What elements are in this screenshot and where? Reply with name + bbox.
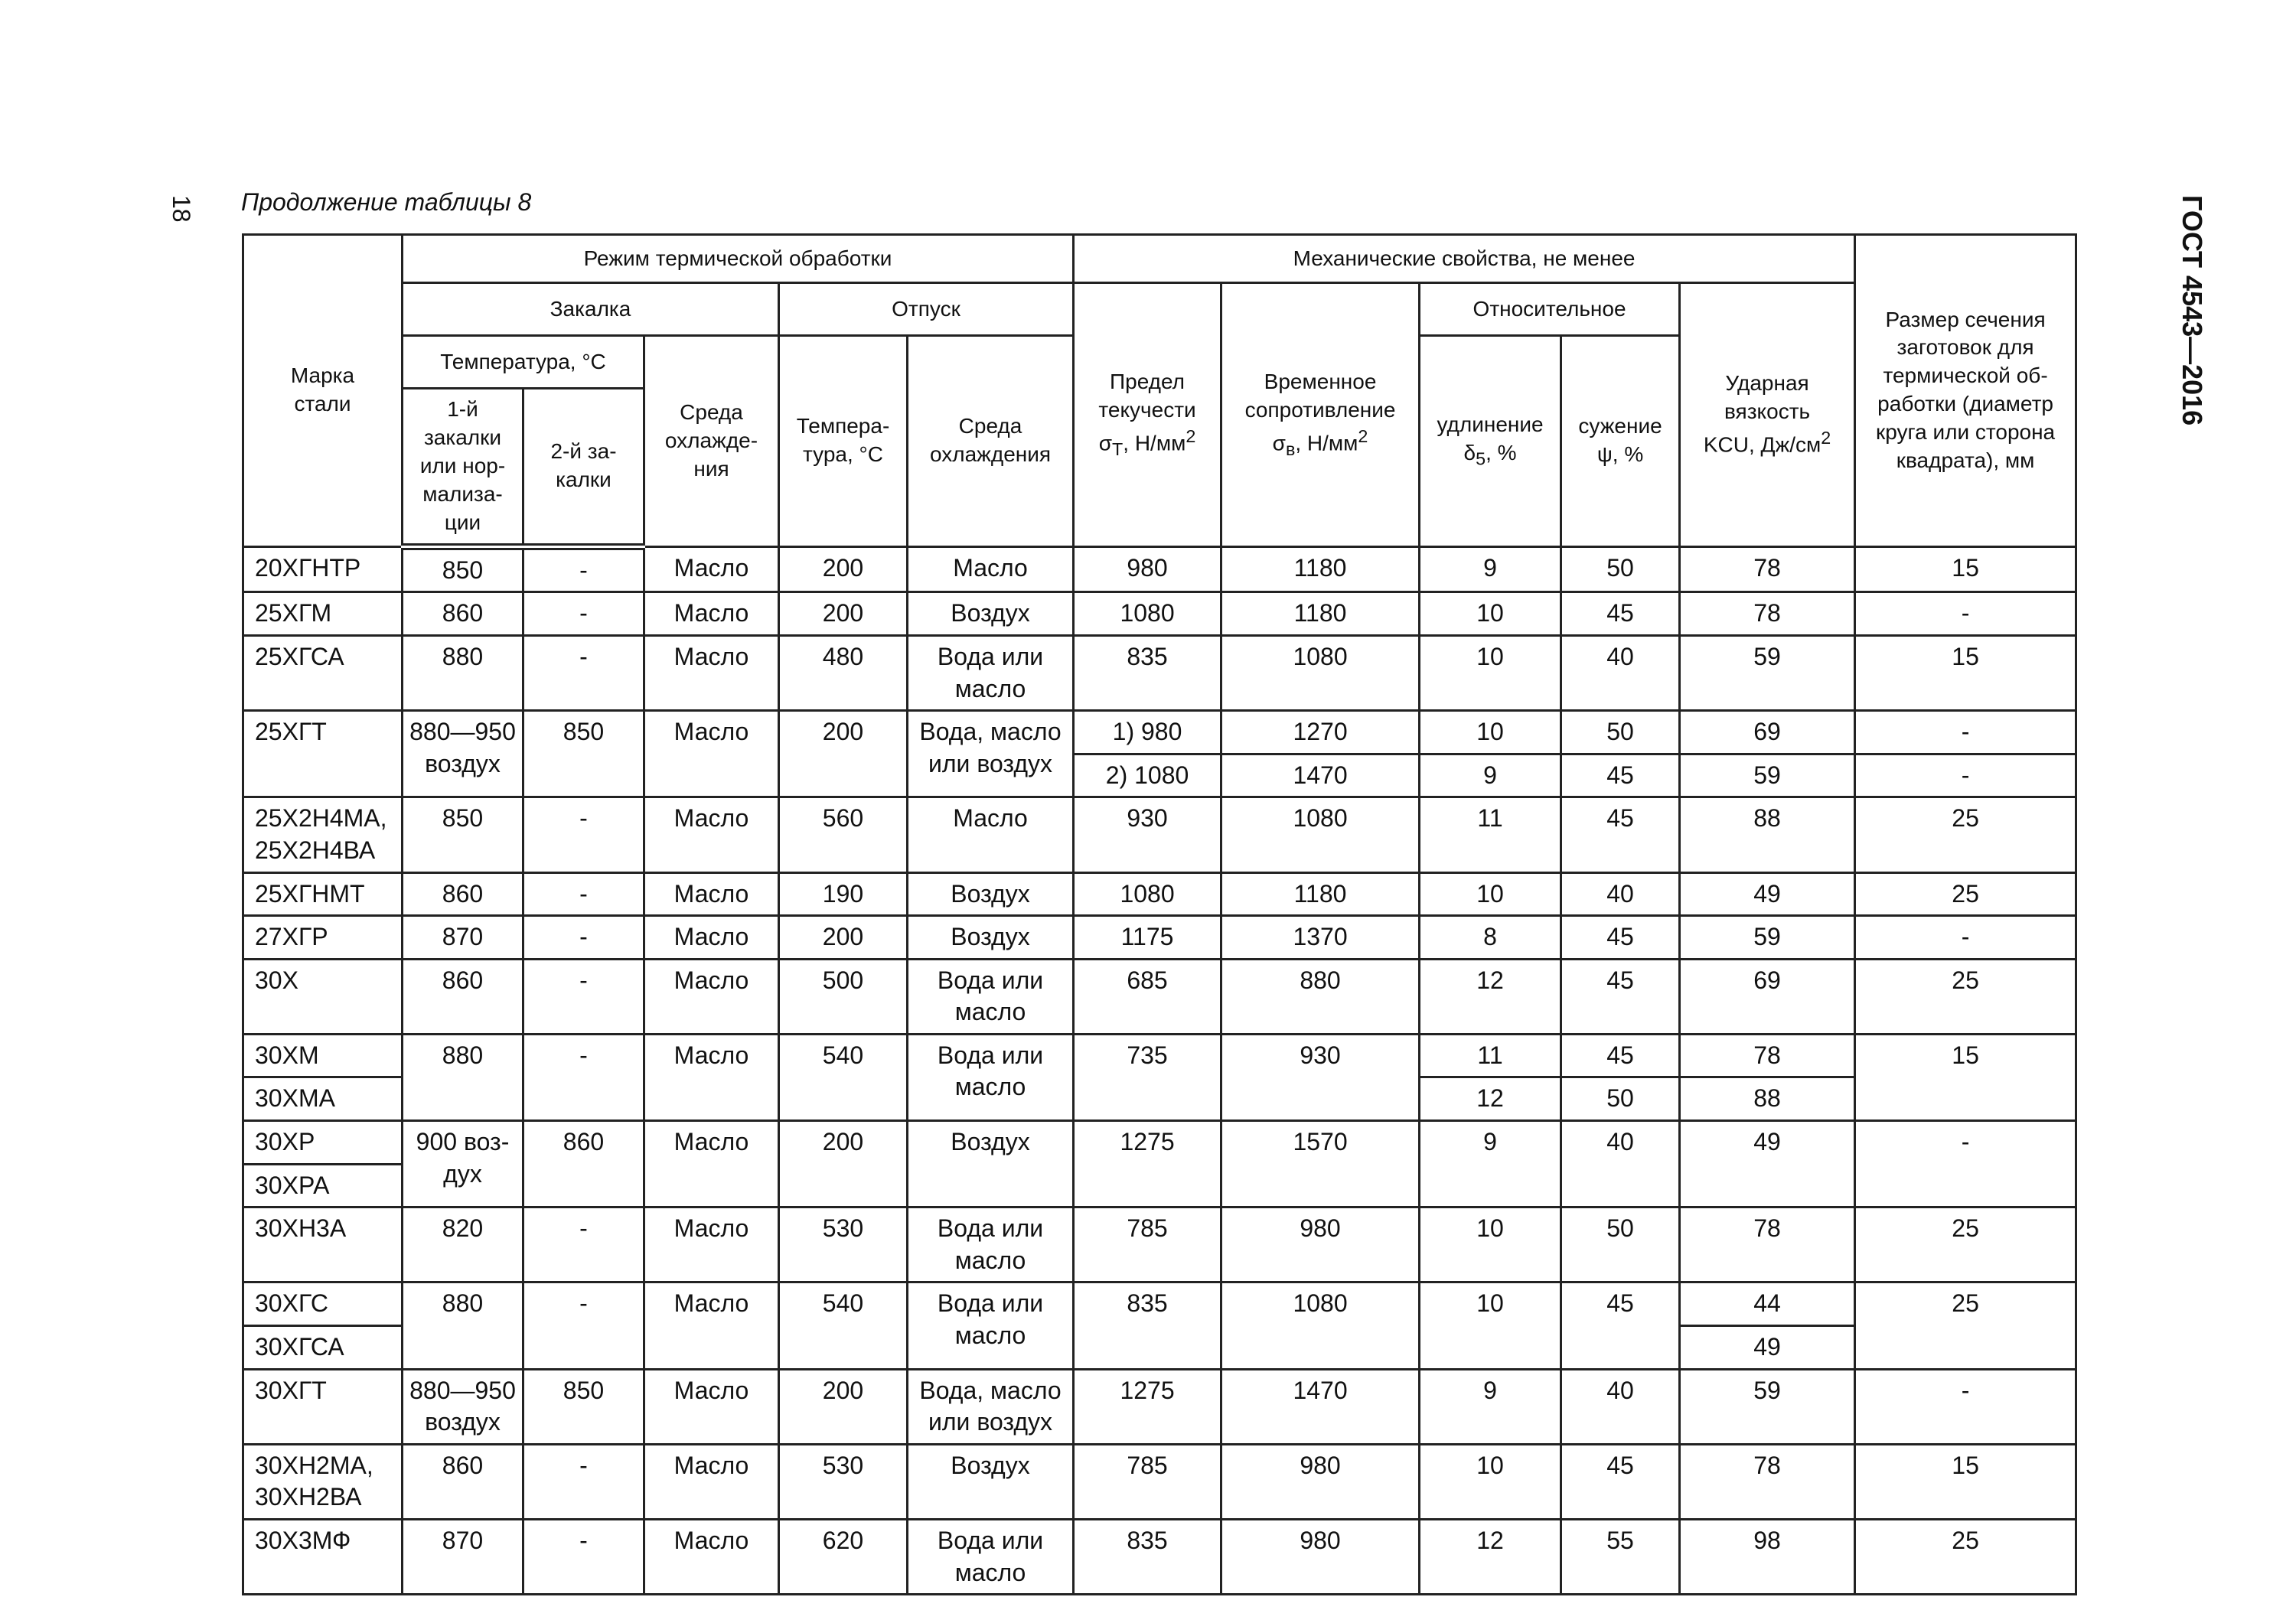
impact-strength: 59	[1680, 1369, 1855, 1444]
temper-temp: 530	[779, 1444, 908, 1519]
elongation: 12	[1420, 1520, 1561, 1595]
section-size: 25	[1855, 1207, 2076, 1282]
yield-strength: 685	[1074, 959, 1221, 1034]
impact-strength: 59	[1680, 754, 1855, 797]
impact-strength: 98	[1680, 1520, 1855, 1595]
tensile-strength: 880	[1221, 959, 1420, 1034]
narrowing: 45	[1561, 754, 1680, 797]
quench-temp-1: 900 воз- дух	[403, 1121, 523, 1207]
tensile-strength: 1470	[1221, 754, 1420, 797]
temper-temp: 540	[779, 1034, 908, 1120]
quench-temp-1: 860	[403, 872, 523, 916]
section-size: -	[1855, 711, 2076, 754]
header-temperature: Температура, °С	[403, 336, 644, 389]
elongation: 10	[1420, 1282, 1561, 1369]
header-quench-medium: Среда охлажде- ния	[644, 336, 779, 547]
table-row	[243, 1520, 2076, 1595]
temper-medium: Вода или масло	[908, 1282, 1074, 1369]
quench-temp-2: 860	[523, 1121, 644, 1207]
quench-temp-1: 870	[403, 916, 523, 960]
yield-strength: 980	[1074, 546, 1221, 592]
narrowing: 40	[1561, 872, 1680, 916]
header-second-quench: 2-й за- калки	[523, 389, 644, 547]
yield-strength: 1275	[1074, 1369, 1221, 1444]
tensile-strength: 1270	[1221, 711, 1420, 754]
yield-strength: 930	[1074, 797, 1221, 872]
temper-medium: Воздух	[908, 592, 1074, 636]
narrowing: 40	[1561, 1121, 1680, 1207]
quench-temp-1: 880	[403, 1034, 523, 1120]
temper-medium: Воздух	[908, 916, 1074, 960]
impact-strength: 78	[1680, 592, 1855, 636]
tensile-strength: 1080	[1221, 635, 1420, 710]
table-row	[243, 592, 2076, 636]
page-number: 18	[168, 195, 195, 223]
impact-strength: 49	[1680, 872, 1855, 916]
steel-mark: 30Х3МФ	[243, 1520, 403, 1595]
temper-temp: 500	[779, 959, 908, 1034]
quench-temp-1: 860	[403, 1444, 523, 1519]
temper-temp: 190	[779, 872, 908, 916]
yield-strength: 835	[1074, 1282, 1221, 1369]
elongation: 9	[1420, 1369, 1561, 1444]
temper-medium: Вода или масло	[908, 1034, 1074, 1120]
steel-mark: 30ХР	[243, 1121, 403, 1165]
tensile-strength: 1080	[1221, 797, 1420, 872]
elongation: 9	[1420, 546, 1561, 592]
quench-temp-2: -	[523, 1520, 644, 1595]
steel-mark: 25Х2Н4МА, 25Х2Н4ВА	[243, 797, 403, 872]
header-mark: Марка стали	[243, 235, 403, 547]
temper-temp: 480	[779, 635, 908, 710]
temper-medium: Вода или масло	[908, 1207, 1074, 1282]
narrowing: 50	[1561, 1207, 1680, 1282]
steel-mark: 27ХГР	[243, 916, 403, 960]
section-size: 25	[1855, 797, 2076, 872]
quench-medium: Масло	[644, 546, 779, 592]
quench-medium: Масло	[644, 1282, 779, 1369]
standard-title: ГОСТ 4543—2016	[2177, 195, 2208, 426]
temper-medium: Воздух	[908, 872, 1074, 916]
quench-medium: Масло	[644, 1034, 779, 1120]
steel-mark: 30ХРА	[243, 1164, 403, 1207]
narrowing: 55	[1561, 1520, 1680, 1595]
steel-properties-table	[242, 233, 2077, 1595]
quench-temp-1: 880	[403, 1282, 523, 1369]
quench-medium: Масло	[644, 592, 779, 636]
table-row	[243, 959, 2076, 1034]
steel-mark: 30ХГТ	[243, 1369, 403, 1444]
narrowing: 40	[1561, 1369, 1680, 1444]
quench-temp-2: -	[523, 1444, 644, 1519]
quench-temp-2: -	[523, 797, 644, 872]
temper-temp: 620	[779, 1520, 908, 1595]
temper-medium: Масло	[908, 546, 1074, 592]
steel-mark: 30ХН3А	[243, 1207, 403, 1282]
steel-mark: 25ХГНМТ	[243, 872, 403, 916]
tensile-strength: 980	[1221, 1520, 1420, 1595]
elongation: 11	[1420, 1034, 1561, 1077]
tensile-strength: 930	[1221, 1034, 1420, 1120]
quench-temp-2: -	[523, 959, 644, 1034]
narrowing: 45	[1561, 1034, 1680, 1077]
header-temper-medium: Среда охлаждения	[908, 336, 1074, 547]
steel-mark: 25ХГСА	[243, 635, 403, 710]
temper-medium: Воздух	[908, 1444, 1074, 1519]
elongation: 8	[1420, 916, 1561, 960]
section-size: -	[1855, 754, 2076, 797]
section-size: 15	[1855, 1444, 2076, 1519]
elongation: 10	[1420, 711, 1561, 754]
quench-medium: Масло	[644, 1207, 779, 1282]
header-elongation: удлинение $\delta_5$, %	[1420, 336, 1561, 547]
tensile-strength: 1180	[1221, 872, 1420, 916]
tensile-strength: 1470	[1221, 1369, 1420, 1444]
yield-strength: 1275	[1074, 1121, 1221, 1207]
impact-strength: 69	[1680, 711, 1855, 754]
header-yield-strength: Предел текучести $\sigma_T$, $Н/мм^2$	[1074, 283, 1221, 547]
elongation: 10	[1420, 635, 1561, 710]
elongation: 12	[1420, 959, 1561, 1034]
table-row	[243, 546, 2076, 592]
steel-mark: 25ХГМ	[243, 592, 403, 636]
temper-temp: 200	[779, 1369, 908, 1444]
header-heat-treatment: Режим термической обработки	[403, 235, 1074, 283]
impact-strength: 59	[1680, 635, 1855, 710]
yield-strength: 1080	[1074, 872, 1221, 916]
steel-mark: 30ХМА	[243, 1077, 403, 1121]
narrowing: 50	[1561, 711, 1680, 754]
steel-mark: 30ХГС	[243, 1282, 403, 1326]
header-narrowing: сужение ψ, %	[1561, 336, 1680, 547]
header-temper-temperature: Темпера- тура, °С	[779, 336, 908, 547]
quench-medium: Масло	[644, 635, 779, 710]
header-temper: Отпуск	[779, 283, 1074, 336]
yield-strength: 835	[1074, 635, 1221, 710]
header-mechanical-properties: Механические свойства, не менее	[1074, 235, 1855, 283]
steel-mark: 30Х	[243, 959, 403, 1034]
steel-mark: 20ХГНТР	[243, 546, 403, 592]
quench-medium: Масло	[644, 1121, 779, 1207]
quench-medium: Масло	[644, 959, 779, 1034]
table-row	[243, 1121, 2076, 1165]
quench-medium: Масло	[644, 1369, 779, 1444]
temper-temp: 200	[779, 1121, 908, 1207]
temper-temp: 200	[779, 916, 908, 960]
table-row	[243, 1034, 2076, 1077]
quench-temp-2: -	[523, 872, 644, 916]
quench-temp-1: 880	[403, 635, 523, 710]
header-tensile-strength: Временное сопротивление $\sigma_в$, $Н/мм^2$	[1221, 283, 1420, 547]
quench-medium: Масло	[644, 916, 779, 960]
steel-mark: 30ХМ	[243, 1034, 403, 1077]
narrowing: 40	[1561, 635, 1680, 710]
narrowing: 45	[1561, 916, 1680, 960]
quench-temp-1: 850	[403, 797, 523, 872]
tensile-strength: 980	[1221, 1444, 1420, 1519]
table-row	[243, 635, 2076, 710]
tensile-strength: 980	[1221, 1207, 1420, 1282]
quench-temp-2: -	[523, 1282, 644, 1369]
yield-strength: 2) 1080	[1074, 754, 1221, 797]
section-size: 15	[1855, 546, 2076, 592]
quench-temp-1: 880—950 воздух	[403, 711, 523, 797]
section-size: -	[1855, 916, 2076, 960]
temper-medium: Воздух	[908, 1121, 1074, 1207]
narrowing: 50	[1561, 1077, 1680, 1121]
temper-temp: 560	[779, 797, 908, 872]
quench-medium: Масло	[644, 797, 779, 872]
impact-strength: 78	[1680, 1207, 1855, 1282]
header-first-quench: 1-й закалки или нор- мализа- ции	[403, 389, 523, 547]
table-row	[243, 1444, 2076, 1519]
narrowing: 45	[1561, 959, 1680, 1034]
temper-temp: 200	[779, 592, 908, 636]
quench-medium: Масло	[644, 1444, 779, 1519]
table-row	[243, 711, 2076, 754]
elongation: 10	[1420, 1444, 1561, 1519]
impact-strength: 49	[1680, 1121, 1855, 1207]
header-section-size: Размер сечения заготовок для термической об- работки (диаметр круга или сторона квадрата), мм	[1855, 235, 2076, 547]
yield-strength: 785	[1074, 1444, 1221, 1519]
table-row	[243, 872, 2076, 916]
temper-temp: 530	[779, 1207, 908, 1282]
yield-strength: 735	[1074, 1034, 1221, 1120]
narrowing: 45	[1561, 1282, 1680, 1369]
temper-medium: Вода или масло	[908, 1520, 1074, 1595]
temper-temp: 200	[779, 711, 908, 797]
table-row	[243, 1369, 2076, 1444]
header-quench: Закалка	[403, 283, 779, 336]
narrowing: 45	[1561, 797, 1680, 872]
quench-medium: Масло	[644, 1520, 779, 1595]
section-size: 15	[1855, 1034, 2076, 1120]
quench-temp-2: -	[523, 592, 644, 636]
header-relative: Относительное	[1420, 283, 1680, 336]
quench-medium: Масло	[644, 711, 779, 797]
steel-mark: 30ХГСА	[243, 1326, 403, 1370]
quench-temp-2: -	[523, 1207, 644, 1282]
narrowing: 45	[1561, 1444, 1680, 1519]
section-size: 25	[1855, 959, 2076, 1034]
yield-strength: 785	[1074, 1207, 1221, 1282]
quench-temp-2: -	[523, 546, 644, 592]
temper-medium: Масло	[908, 797, 1074, 872]
tensile-strength: 1180	[1221, 546, 1420, 592]
table-row	[243, 1207, 2076, 1282]
yield-strength: 1) 980	[1074, 711, 1221, 754]
quench-temp-1: 860	[403, 959, 523, 1034]
impact-strength: 59	[1680, 916, 1855, 960]
quench-temp-2: -	[523, 1034, 644, 1120]
tensile-strength: 1180	[1221, 592, 1420, 636]
yield-strength: 1080	[1074, 592, 1221, 636]
table-row	[243, 1282, 2076, 1326]
impact-strength: 88	[1680, 1077, 1855, 1121]
quench-temp-2: 850	[523, 1369, 644, 1444]
elongation: 12	[1420, 1077, 1561, 1121]
section-size: -	[1855, 592, 2076, 636]
table-caption: Продолжение таблицы 8	[241, 188, 532, 216]
quench-temp-1: 880—950 воздух	[403, 1369, 523, 1444]
elongation: 10	[1420, 1207, 1561, 1282]
temper-medium: Вода или масло	[908, 635, 1074, 710]
narrowing: 45	[1561, 592, 1680, 636]
impact-strength: 78	[1680, 1444, 1855, 1519]
narrowing: 50	[1561, 546, 1680, 592]
impact-strength: 49	[1680, 1326, 1855, 1370]
section-size: -	[1855, 1369, 2076, 1444]
temper-temp: 540	[779, 1282, 908, 1369]
quench-temp-1: 820	[403, 1207, 523, 1282]
section-size: 25	[1855, 1520, 2076, 1595]
table-row	[243, 916, 2076, 960]
temper-medium: Вода, масло или воздух	[908, 1369, 1074, 1444]
quench-temp-1: 870	[403, 1520, 523, 1595]
elongation: 9	[1420, 754, 1561, 797]
steel-mark: 30ХН2МА, 30ХН2ВА	[243, 1444, 403, 1519]
temper-medium: Вода, масло или воздух	[908, 711, 1074, 797]
impact-strength: 78	[1680, 546, 1855, 592]
impact-strength: 44	[1680, 1282, 1855, 1326]
temper-temp: 200	[779, 546, 908, 592]
tensile-strength: 1370	[1221, 916, 1420, 960]
temper-medium: Вода или масло	[908, 959, 1074, 1034]
steel-mark: 25ХГТ	[243, 711, 403, 797]
section-size: 15	[1855, 635, 2076, 710]
quench-temp-1: 860	[403, 592, 523, 636]
quench-temp-2: -	[523, 916, 644, 960]
elongation: 11	[1420, 797, 1561, 872]
elongation: 10	[1420, 592, 1561, 636]
header-impact-strength: Ударная вязкость KCU, $Дж/см^2$	[1680, 283, 1855, 547]
impact-strength: 78	[1680, 1034, 1855, 1077]
impact-strength: 88	[1680, 797, 1855, 872]
quench-temp-2: 850	[523, 711, 644, 797]
quench-temp-1: 850	[403, 546, 523, 592]
elongation: 9	[1420, 1121, 1561, 1207]
section-size: 25	[1855, 872, 2076, 916]
section-size: -	[1855, 1121, 2076, 1207]
table-row	[243, 797, 2076, 872]
tensile-strength: 1570	[1221, 1121, 1420, 1207]
quench-temp-2: -	[523, 635, 644, 710]
quench-medium: Масло	[644, 872, 779, 916]
elongation: 10	[1420, 872, 1561, 916]
tensile-strength: 1080	[1221, 1282, 1420, 1369]
section-size: 25	[1855, 1282, 2076, 1369]
yield-strength: 835	[1074, 1520, 1221, 1595]
impact-strength: 69	[1680, 959, 1855, 1034]
yield-strength: 1175	[1074, 916, 1221, 960]
